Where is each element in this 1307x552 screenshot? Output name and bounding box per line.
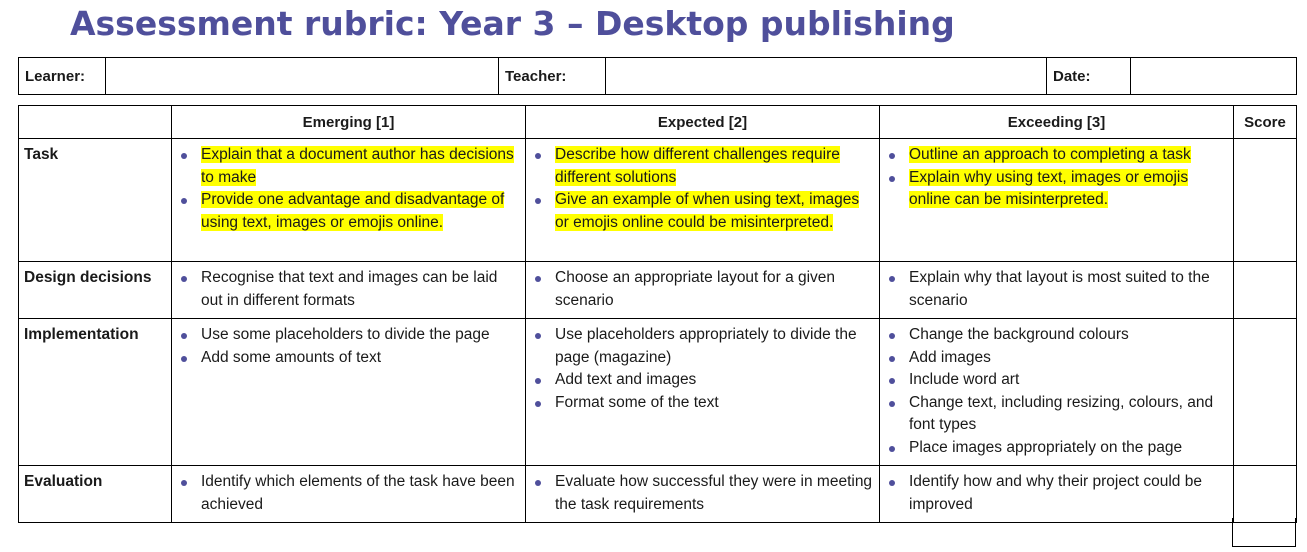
criteria-item <box>177 144 521 189</box>
rubric-row <box>19 262 1297 319</box>
criteria-text: Explain that a document author has decisions to make <box>201 146 514 186</box>
criteria-cell-emerging <box>172 466 526 523</box>
score-cell[interactable] <box>1234 466 1297 523</box>
bullet-icon <box>535 378 541 384</box>
rubric-row <box>19 319 1297 466</box>
criteria-list <box>885 267 1229 312</box>
criteria-cell-expected <box>526 319 880 466</box>
criteria-list <box>531 267 875 312</box>
score-total-cell[interactable] <box>1232 518 1296 547</box>
criteria-item <box>885 347 1229 370</box>
criteria-item <box>531 392 875 415</box>
criteria-list <box>531 471 875 516</box>
criteria-text: Include word art <box>909 371 1020 388</box>
criteria-item <box>177 324 521 347</box>
criteria-item <box>177 189 521 234</box>
bullet-icon <box>535 153 541 159</box>
criteria-text: Recognise that text and images can be laid out in different formats <box>201 269 498 309</box>
criteria-text: Add text and images <box>555 371 697 388</box>
criteria-item <box>885 392 1229 437</box>
bullet-icon <box>181 333 187 339</box>
criteria-text: Change text, including resizing, colours, and font types <box>909 393 1214 433</box>
criteria-list <box>177 267 521 312</box>
date-label: Date: <box>1047 58 1131 95</box>
criteria-item <box>531 144 875 189</box>
criteria-cell-emerging <box>172 319 526 466</box>
criteria-text: Format some of the text <box>555 393 719 411</box>
criteria-text: Evaluate how successful they were in meeting the task requirements <box>555 473 873 513</box>
bullet-icon <box>535 401 541 407</box>
bullet-icon <box>181 153 187 159</box>
criteria-item <box>177 267 521 312</box>
rubric-row <box>19 139 1297 262</box>
criteria-item <box>531 324 875 369</box>
criteria-text: Add some amounts of text <box>201 348 382 366</box>
criteria-item <box>177 347 521 370</box>
teacher-field[interactable] <box>606 58 1047 95</box>
criteria-text: Outline an approach to completing a task <box>909 146 1191 163</box>
bullet-icon <box>181 480 187 486</box>
rubric-header-row <box>19 106 1297 139</box>
bullet-icon <box>535 333 541 339</box>
row-label: Design decisions <box>19 262 172 319</box>
rubric-table <box>18 105 1297 523</box>
criteria-item <box>885 267 1229 312</box>
criteria-item <box>885 167 1229 212</box>
criteria-text: Choose an appropriate layout for a given scenario <box>555 269 836 309</box>
criteria-list <box>531 144 875 234</box>
criteria-text: Change the background colours <box>909 326 1129 343</box>
bullet-icon <box>889 480 895 486</box>
header-exceeding: Exceeding [3] <box>880 106 1234 139</box>
criteria-item <box>885 437 1229 460</box>
bullet-icon <box>889 401 895 407</box>
bullet-icon <box>535 198 541 204</box>
criteria-text: Explain why that layout is most suited to the scenario <box>909 269 1210 309</box>
learner-label: Learner: <box>19 58 106 95</box>
header-emerging: Emerging [1] <box>172 106 526 139</box>
criteria-item <box>531 267 875 312</box>
criteria-text: Identify how and why their project could be improved <box>909 473 1202 513</box>
bullet-icon <box>181 198 187 204</box>
criteria-item <box>531 369 875 392</box>
bullet-icon <box>889 276 895 282</box>
criteria-list <box>885 144 1229 212</box>
criteria-text: Describe how different challenges require different solutions <box>555 146 840 186</box>
bullet-icon <box>535 276 541 282</box>
criteria-item <box>885 369 1229 392</box>
score-cell[interactable] <box>1234 319 1297 466</box>
header-expected: Expected [2] <box>526 106 880 139</box>
row-label: Task <box>19 139 172 262</box>
rubric-row <box>19 466 1297 523</box>
criteria-list <box>177 471 521 516</box>
criteria-text: Provide one advantage and disadvantage of using text, images or emojis online. <box>201 191 505 231</box>
criteria-cell-expected <box>526 262 880 319</box>
page-title: Assessment rubric: Year 3 – Desktop publishing <box>70 4 955 43</box>
bullet-icon <box>889 153 895 159</box>
score-cell[interactable] <box>1234 139 1297 262</box>
bullet-icon <box>889 446 895 452</box>
criteria-cell-expected <box>526 466 880 523</box>
criteria-cell-exceeding <box>880 139 1234 262</box>
criteria-list <box>177 144 521 234</box>
criteria-text: Give an example of when using text, images or emojis online could be misinterpreted. <box>555 191 860 231</box>
criteria-item <box>885 324 1229 347</box>
criteria-list <box>177 324 521 369</box>
criteria-cell-exceeding <box>880 319 1234 466</box>
criteria-cell-exceeding <box>880 262 1234 319</box>
criteria-item <box>531 471 875 516</box>
learner-info-table <box>18 57 1297 95</box>
criteria-text: Explain why using text, images or emojis online can be misinterpreted. <box>909 168 1189 208</box>
criteria-item <box>531 189 875 234</box>
bullet-icon <box>181 276 187 282</box>
row-label: Evaluation <box>19 466 172 523</box>
criteria-item <box>177 471 521 516</box>
bullet-icon <box>889 333 895 339</box>
header-blank <box>19 106 172 139</box>
criteria-cell-emerging <box>172 262 526 319</box>
bullet-icon <box>181 356 187 362</box>
bullet-icon <box>889 176 895 182</box>
date-field[interactable] <box>1131 58 1297 95</box>
criteria-text: Use some placeholders to divide the page <box>201 326 490 343</box>
criteria-item <box>885 471 1229 516</box>
bullet-icon <box>889 356 895 362</box>
criteria-text: Add images <box>909 348 991 366</box>
criteria-list <box>531 324 875 414</box>
bullet-icon <box>535 480 541 486</box>
criteria-cell-exceeding <box>880 466 1234 523</box>
criteria-text: Identify which elements of the task have been achieved <box>201 473 515 513</box>
bullet-icon <box>889 378 895 384</box>
criteria-list <box>885 471 1229 516</box>
criteria-cell-emerging <box>172 139 526 262</box>
criteria-cell-expected <box>526 139 880 262</box>
criteria-text: Place images appropriately on the page <box>909 438 1183 456</box>
score-cell[interactable] <box>1234 262 1297 319</box>
header-score: Score <box>1234 106 1297 139</box>
learner-field[interactable] <box>106 58 499 95</box>
criteria-item <box>885 144 1229 167</box>
criteria-list <box>885 324 1229 459</box>
teacher-label: Teacher: <box>499 58 606 95</box>
row-label: Implementation <box>19 319 172 466</box>
criteria-text: Use placeholders appropriately to divide the page (magazine) <box>555 326 857 366</box>
